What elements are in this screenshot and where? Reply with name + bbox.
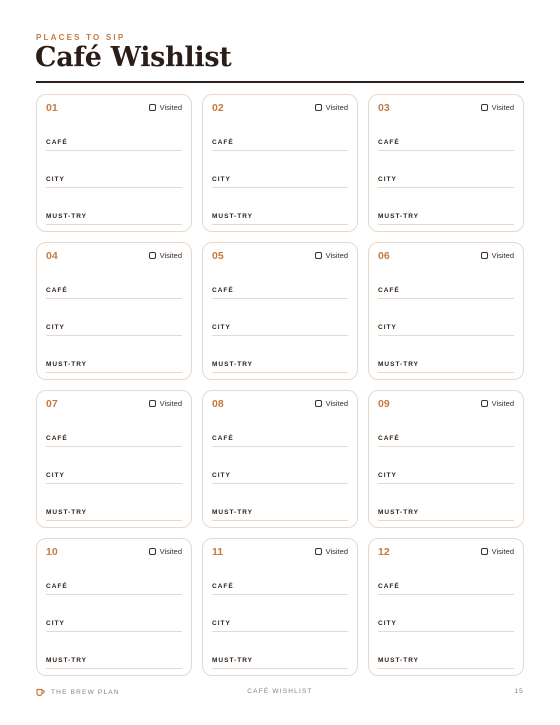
visited-checkbox[interactable] (149, 399, 182, 408)
city-field[interactable] (46, 472, 182, 484)
card-number: 11 (212, 546, 224, 558)
must-try-write-line[interactable] (378, 668, 514, 669)
city-write-line[interactable] (212, 187, 348, 188)
city-field-label: CITY (378, 472, 397, 479)
wishlist-card (36, 242, 192, 380)
cafe-write-line[interactable] (212, 446, 348, 447)
wishlist-card (368, 242, 524, 380)
city-write-line[interactable] (378, 335, 514, 336)
checkbox-icon[interactable] (481, 400, 488, 407)
must-try-field[interactable] (378, 213, 514, 225)
visited-checkbox[interactable] (149, 251, 182, 260)
cafe-field-label: CAFÉ (378, 583, 400, 590)
visited-checkbox[interactable] (315, 547, 348, 556)
visited-checkbox[interactable] (315, 399, 348, 408)
city-write-line[interactable] (378, 483, 514, 484)
wishlist-card (36, 94, 192, 232)
visited-checkbox[interactable] (149, 547, 182, 556)
card-number: 01 (46, 102, 58, 114)
must-try-field-label: MUST-TRY (212, 361, 253, 368)
cafe-field[interactable] (212, 139, 348, 151)
cafe-write-line[interactable] (378, 446, 514, 447)
must-try-write-line[interactable] (212, 372, 348, 373)
wishlist-card (368, 390, 524, 528)
must-try-write-line[interactable] (46, 668, 182, 669)
must-try-field[interactable] (46, 509, 182, 521)
visited-checkbox[interactable] (149, 103, 182, 112)
checkbox-icon[interactable] (149, 252, 156, 259)
card-number: 08 (212, 398, 224, 410)
visited-label: Visited (491, 547, 514, 556)
cafe-field[interactable] (46, 139, 182, 151)
must-try-field[interactable] (378, 657, 514, 669)
must-try-field-label: MUST-TRY (378, 361, 419, 368)
wishlist-card (202, 94, 358, 232)
checkbox-icon[interactable] (315, 104, 322, 111)
city-field[interactable] (212, 620, 348, 632)
city-write-line[interactable] (46, 187, 182, 188)
visited-checkbox[interactable] (481, 251, 514, 260)
must-try-write-line[interactable] (212, 224, 348, 225)
city-field[interactable] (212, 176, 348, 188)
card-number: 10 (46, 546, 58, 558)
city-field[interactable] (378, 472, 514, 484)
card-number: 02 (212, 102, 224, 114)
must-try-field[interactable] (212, 509, 348, 521)
city-field[interactable] (46, 324, 182, 336)
cafe-field-label: CAFÉ (378, 139, 400, 146)
must-try-field-label: MUST-TRY (378, 657, 419, 664)
checkbox-icon[interactable] (149, 548, 156, 555)
cafe-field[interactable] (378, 435, 514, 447)
cafe-field-label: CAFÉ (46, 287, 68, 294)
wishlist-card (202, 538, 358, 676)
wishlist-card (202, 390, 358, 528)
must-try-write-line[interactable] (212, 668, 348, 669)
must-try-field-label: MUST-TRY (378, 509, 419, 516)
must-try-field-label: MUST-TRY (212, 213, 253, 220)
card-number: 07 (46, 398, 58, 410)
cafe-write-line[interactable] (212, 298, 348, 299)
city-write-line[interactable] (212, 483, 348, 484)
page-eyebrow: PLACES TO SIP (36, 33, 126, 42)
wishlist-card (368, 538, 524, 676)
card-number: 04 (46, 250, 58, 262)
visited-label: Visited (491, 399, 514, 408)
must-try-field[interactable] (212, 361, 348, 373)
cafe-write-line[interactable] (378, 594, 514, 595)
cafe-field-label: CAFÉ (212, 583, 234, 590)
must-try-field[interactable] (378, 509, 514, 521)
cafe-write-line[interactable] (378, 150, 514, 151)
card-number: 09 (378, 398, 390, 410)
card-number: 06 (378, 250, 390, 262)
cafe-field[interactable] (378, 583, 514, 595)
must-try-write-line[interactable] (46, 224, 182, 225)
cafe-write-line[interactable] (378, 298, 514, 299)
must-try-field[interactable] (46, 657, 182, 669)
visited-checkbox[interactable] (481, 399, 514, 408)
must-try-write-line[interactable] (212, 520, 348, 521)
city-field[interactable] (378, 324, 514, 336)
city-field-label: CITY (46, 324, 65, 331)
visited-label: Visited (159, 399, 182, 408)
must-try-write-line[interactable] (378, 224, 514, 225)
wishlist-card (36, 538, 192, 676)
wishlist-card (202, 242, 358, 380)
cafe-field[interactable] (46, 287, 182, 299)
cafe-field-label: CAFÉ (212, 287, 234, 294)
checkbox-icon[interactable] (481, 104, 488, 111)
city-field-label: CITY (212, 324, 231, 331)
cafe-write-line[interactable] (46, 298, 182, 299)
must-try-write-line[interactable] (378, 372, 514, 373)
cafe-write-line[interactable] (212, 150, 348, 151)
card-number: 12 (378, 546, 390, 558)
cafe-write-line[interactable] (46, 150, 182, 151)
visited-label: Visited (325, 399, 348, 408)
cafe-write-line[interactable] (46, 446, 182, 447)
wishlist-grid (36, 94, 524, 676)
visited-label: Visited (159, 103, 182, 112)
must-try-write-line[interactable] (46, 520, 182, 521)
must-try-field[interactable] (212, 213, 348, 225)
visited-label: Visited (325, 103, 348, 112)
must-try-field-label: MUST-TRY (46, 361, 87, 368)
must-try-field-label: MUST-TRY (212, 509, 253, 516)
cafe-field-label: CAFÉ (46, 583, 68, 590)
cafe-field-label: CAFÉ (46, 435, 68, 442)
city-write-line[interactable] (378, 631, 514, 632)
city-field-label: CITY (212, 176, 231, 183)
card-number: 05 (212, 250, 224, 262)
city-field[interactable] (46, 620, 182, 632)
must-try-write-line[interactable] (378, 520, 514, 521)
city-field-label: CITY (378, 620, 397, 627)
cafe-field[interactable] (212, 435, 348, 447)
visited-label: Visited (159, 251, 182, 260)
cafe-field-label: CAFÉ (212, 139, 234, 146)
city-write-line[interactable] (46, 335, 182, 336)
visited-label: Visited (325, 547, 348, 556)
cafe-field[interactable] (378, 139, 514, 151)
city-field-label: CITY (212, 472, 231, 479)
cafe-field[interactable] (212, 583, 348, 595)
page-title: Café Wishlist (35, 42, 232, 73)
visited-checkbox[interactable] (481, 103, 514, 112)
city-field[interactable] (378, 176, 514, 188)
must-try-field[interactable] (46, 213, 182, 225)
cafe-write-line[interactable] (46, 594, 182, 595)
title-divider (36, 81, 524, 83)
city-write-line[interactable] (212, 631, 348, 632)
cafe-field-label: CAFÉ (46, 139, 68, 146)
city-field[interactable] (378, 620, 514, 632)
checkbox-icon[interactable] (315, 252, 322, 259)
wishlist-card (368, 94, 524, 232)
must-try-field-label: MUST-TRY (378, 213, 419, 220)
city-field-label: CITY (46, 176, 65, 183)
city-field-label: CITY (46, 620, 65, 627)
must-try-write-line[interactable] (46, 372, 182, 373)
visited-label: Visited (325, 251, 348, 260)
visited-label: Visited (491, 251, 514, 260)
must-try-field[interactable] (378, 361, 514, 373)
cafe-field-label: CAFÉ (378, 435, 400, 442)
must-try-field[interactable] (46, 361, 182, 373)
checkbox-icon[interactable] (481, 548, 488, 555)
visited-checkbox[interactable] (481, 547, 514, 556)
checkbox-icon[interactable] (149, 104, 156, 111)
checkbox-icon[interactable] (315, 400, 322, 407)
checkbox-icon[interactable] (481, 252, 488, 259)
footer-section-label: CAFÉ WISHLIST (247, 688, 313, 695)
cafe-field-label: CAFÉ (212, 435, 234, 442)
city-field-label: CITY (46, 472, 65, 479)
visited-label: Visited (491, 103, 514, 112)
must-try-field[interactable] (212, 657, 348, 669)
city-field[interactable] (212, 324, 348, 336)
city-write-line[interactable] (378, 187, 514, 188)
city-field[interactable] (212, 472, 348, 484)
visited-checkbox[interactable] (315, 251, 348, 260)
city-write-line[interactable] (46, 631, 182, 632)
city-write-line[interactable] (212, 335, 348, 336)
city-field-label: CITY (378, 324, 397, 331)
city-write-line[interactable] (46, 483, 182, 484)
cafe-write-line[interactable] (212, 594, 348, 595)
cafe-field[interactable] (212, 287, 348, 299)
must-try-field-label: MUST-TRY (46, 213, 87, 220)
cafe-field-label: CAFÉ (378, 287, 400, 294)
cafe-field[interactable] (378, 287, 514, 299)
visited-label: Visited (159, 547, 182, 556)
city-field-label: CITY (378, 176, 397, 183)
page-number: 15 (514, 688, 524, 695)
cafe-field[interactable] (46, 435, 182, 447)
city-field[interactable] (46, 176, 182, 188)
checkbox-icon[interactable] (149, 400, 156, 407)
card-number: 03 (378, 102, 390, 114)
checkbox-icon[interactable] (315, 548, 322, 555)
visited-checkbox[interactable] (315, 103, 348, 112)
must-try-field-label: MUST-TRY (46, 657, 87, 664)
must-try-field-label: MUST-TRY (46, 509, 87, 516)
city-field-label: CITY (212, 620, 231, 627)
wishlist-card (36, 390, 192, 528)
must-try-field-label: MUST-TRY (212, 657, 253, 664)
cafe-field[interactable] (46, 583, 182, 595)
footer-brand-label: THE BREW PLAN (51, 688, 120, 696)
